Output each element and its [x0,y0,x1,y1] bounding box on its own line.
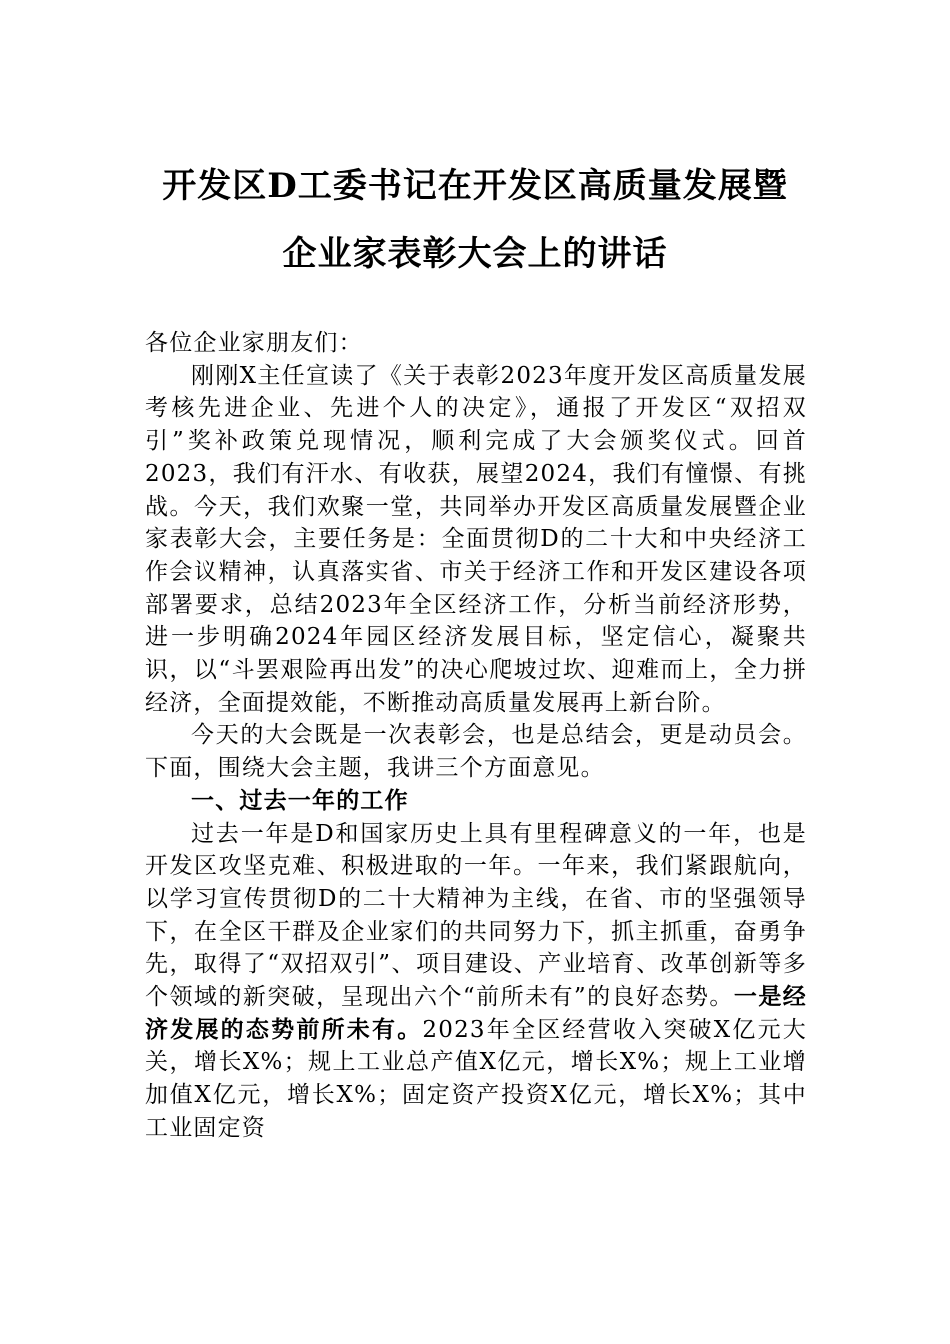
document-title-line-1: 开发区D工委书记在开发区高质量发展暨 [162,166,788,206]
paragraph-agenda: 今天的大会既是一次表彰会，也是总结会，更是动员会。下面，围绕大会主题，我讲三个方面意见。 [145,722,807,782]
salutation: 各位企业家朋友们： [145,330,363,356]
paragraph-opening: 刚刚X主任宣读了《关于表彰2023年度开发区高质量发展考核先进企业、先进个人的决定》，通报了开发区“双招双引”奖补政策兑现情况，顺利完成了大会颁奖仪式。回首2023，我们有汗水、有收获，展望2024，我们有憧憬、有挑战。今天，我们欢聚一堂，共同举办开发区高质量发展暨企业家表彰大会，主要任务是：全面贯彻D的二十大和中央经济工作会议精神，认真落实省、市关于经济工作和开发区建设各项部署要求，总结2023年全区经济工作，分析当前经济形势，进一步明确2024年园区经济发展目标，坚定信心，凝聚共识，以“斗罢艰险再出发”的决心爬坡过坎、迎难而上，全力拼经济，全面提效能，不断推动高质量发展再上新台阶。 [145,362,807,716]
section-heading-1: 一、过去一年的工作 [191,787,409,814]
paragraph-past-year-stats: 2023年全区经营收入突破X亿元大关，增长X%；规上工业总产值X亿元，增长X%；规上工业增加值X亿元，增长X%；固定资产投资X亿元，增长X%；其中工业固定资 [145,1016,807,1141]
document-title-line-2: 企业家表彰大会上的讲话 [282,234,668,274]
document-body [145,327,807,1145]
paragraph-past-year [145,818,807,1145]
paragraph-past-year-text: 过去一年是D和国家历史上具有里程碑意义的一年，也是开发区攻坚克难、积极进取的一年。一年来，我们紧跟航向，以学习宣传贯彻D的二十大精神为主线，在省、市的坚强领导下，在全区干群及企业家们的共同努力下，抓主抓重，奋勇争先，取得了“双招双引”、项目建设、产业培育、改革创新等多个领域的新突破，呈现出六个“前所未有”的良好态势。 [145,820,807,1011]
paragraph-past-year-highlight: 一是经济发展的态势前所未有。 [145,983,807,1043]
